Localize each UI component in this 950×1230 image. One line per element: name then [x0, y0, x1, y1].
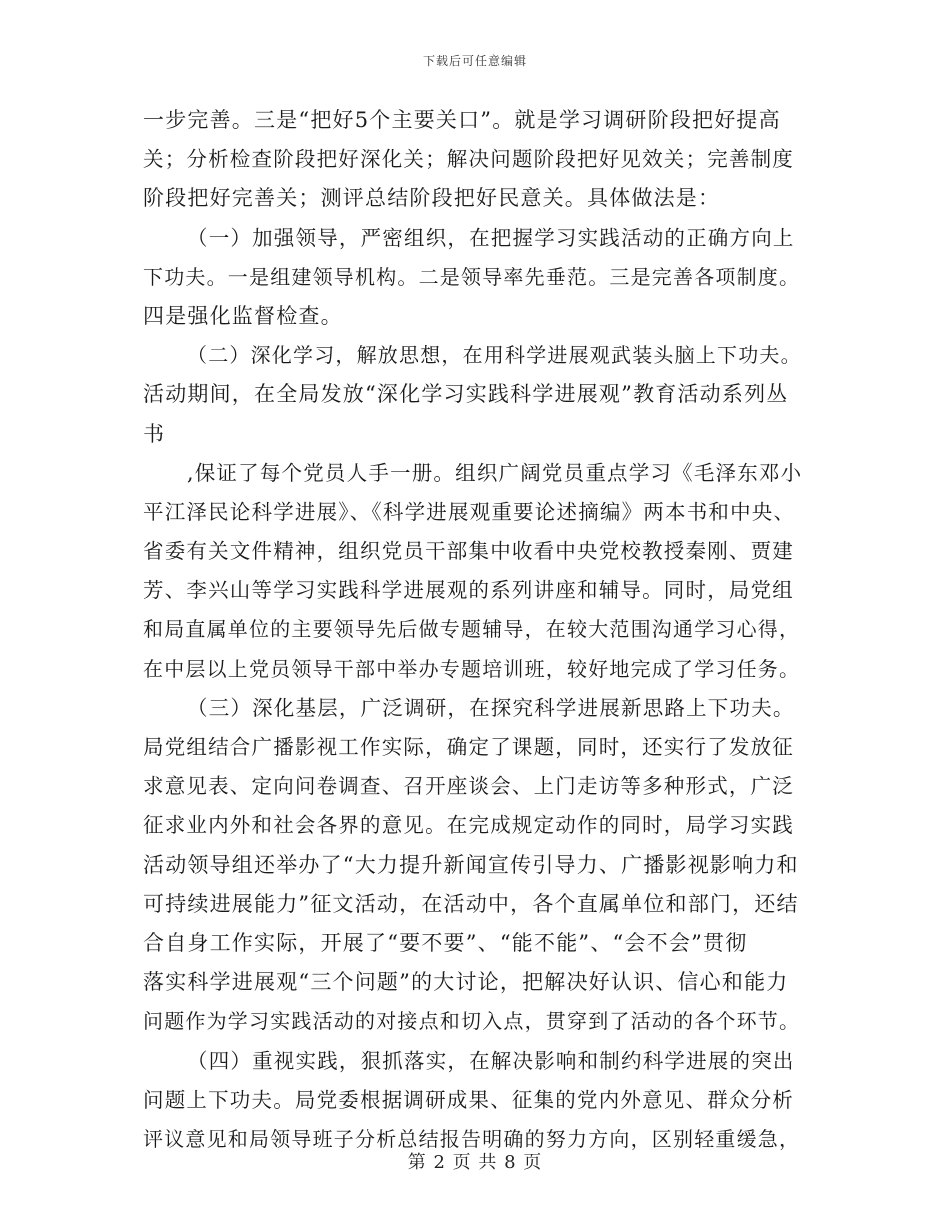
text-line: （四）重视实践，狠抓落实，在解决影响和制约科学进展的突出: [187, 1048, 795, 1073]
text-line: （三）深化基层，广泛调研，在探究科学进展新思路上下功夫。: [187, 695, 795, 720]
text-line: 征求业内外和社会各界的意见。在完成规定动作的同时，局学习实践: [143, 813, 794, 838]
text-line: 合自身工作实际，开展了“要不要”、“能不能”、“会不会”贯彻: [143, 930, 748, 955]
text-line: 落实科学进展观“三个问题”的大讨论，把解决好认识、信心和能力: [143, 970, 789, 995]
text-line: （二）深化学习，解放思想，在用科学进展观武装头脑上下功夫。: [187, 343, 802, 368]
text-line: 书: [143, 421, 166, 446]
text-line: 问题作为学习实践活动的对接点和切入点，贯穿到了活动的各个环节。: [143, 1009, 801, 1034]
text-line: 评议意见和局领导班子分析总结报告明确的努力方向，区别轻重缓急，: [143, 1126, 801, 1151]
text-line: 一步完善。三是“把好5个主要关口”。就是学习调研阶段把好提高: [143, 108, 781, 132]
text-line: 可持续进展能力”征文活动，在活动中，各个直属单位和部门，还结: [143, 891, 799, 916]
text-line: 四是强化监督检查。: [143, 303, 343, 328]
text-line: 局党组结合广播影视工作实际，确定了课题，同时，还实行了发放征: [143, 735, 794, 759]
text-line: 活动期间，在全局发放“深化学习实践科学进展观”教育活动系列丛: [143, 382, 789, 407]
text-line: 活动领导组还举办了“大力提升新闻宣传引导力、广播影视影响力和: [143, 852, 799, 877]
text-line: 求意见表、定向问卷调查、召开座谈会、上门走访等多种形式，广泛: [143, 774, 794, 799]
text-line: 阶段把好完善关；测评总结阶段把好民意关。具体做法是：: [143, 186, 721, 211]
text-line: 问题上下功夫。局党委根据调研成果、征集的党内外意见、群众分析: [143, 1087, 794, 1112]
text-line: 平江泽民论科学进展》、《科学进展观重要论述摘编》两本书和中央、: [143, 499, 796, 524]
text-line: 下功夫。一是组建领导机构。二是领导率先垂范。三是完善各项制度。: [143, 264, 801, 289]
page-header: 下载后可任意编辑: [422, 54, 527, 68]
text-line: 和局直属单位的主要领导先后做专题辅导，在较大范围沟通学习心得，: [143, 617, 801, 642]
text-line: 省委有关文件精神，组织党员干部集中收看中央党校教授秦刚、贾建: [143, 539, 794, 564]
text-line: ,保证了每个党员人手一册。组织广阔党员重点学习《毛泽东邓小: [187, 460, 803, 485]
text-line: 在中层以上党员领导干部中举办专题培训班，较好地完成了学习任务。: [143, 656, 801, 681]
text-line: （一）加强领导，严密组织，在把握学习实践活动的正确方向上: [187, 225, 795, 250]
document-body: [143, 101, 807, 1159]
text-line: 芳、李兴山等学习实践科学进展观的系列讲座和辅导。同时，局党组: [143, 578, 794, 603]
page-number-footer: 第 2 页 共 8 页: [407, 1152, 543, 1173]
text-line: 关；分析检查阶段把好深化关；解决问题阶段把好见效关；完善制度: [143, 147, 794, 172]
